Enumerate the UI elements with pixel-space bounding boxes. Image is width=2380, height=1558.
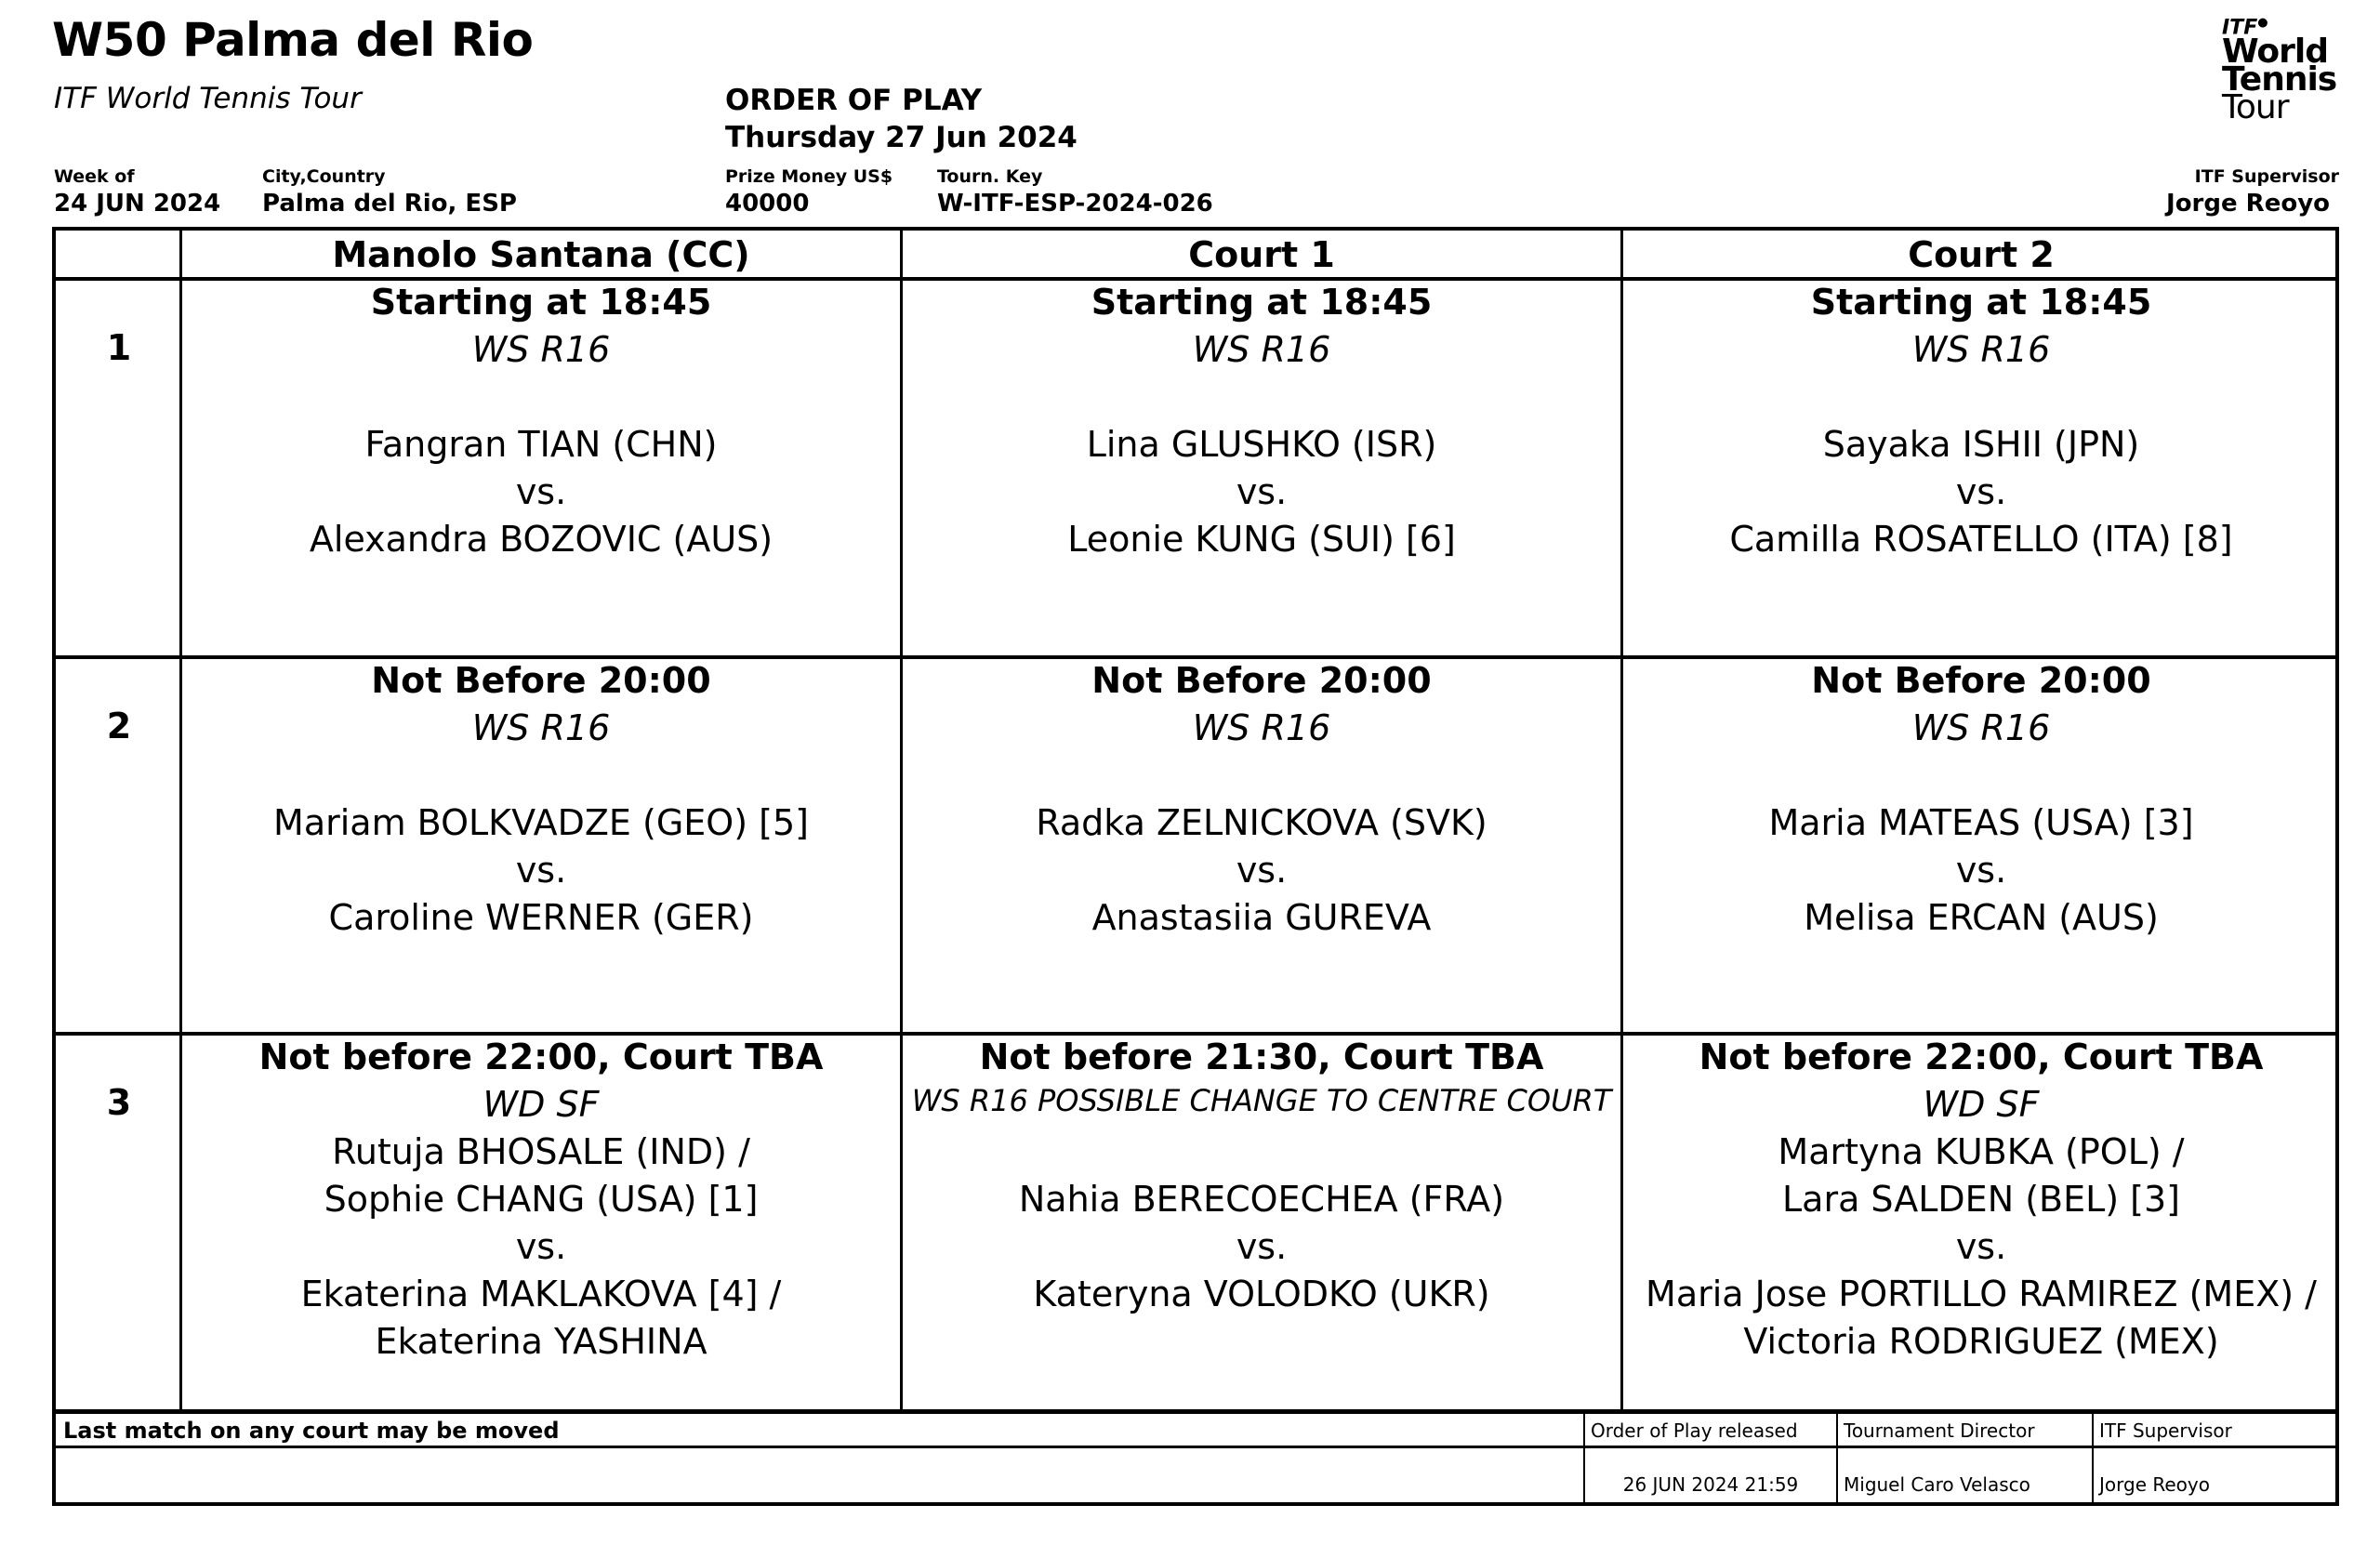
match-cell — [182, 279, 900, 563]
player-line: Kateryna VOLODKO (UKR) — [1033, 1274, 1490, 1314]
player-line: Sophie CHANG (USA) [1] — [324, 1179, 759, 1220]
match-event: WS R16 — [1911, 329, 2051, 370]
match-cell — [182, 657, 900, 942]
vs-line: vs. — [1955, 850, 2007, 891]
footer-divider — [1836, 1414, 1838, 1502]
meta-week-value: 24 JUN 2024 — [54, 190, 221, 218]
player-line: Sayaka ISHII (JPN) — [1822, 424, 2140, 465]
player-line: Victoria RODRIGUEZ (MEX) — [1743, 1321, 2219, 1362]
player-line: Fangran TIAN (CHN) — [364, 424, 718, 465]
order-of-play-heading — [725, 82, 1078, 156]
last-match-note: Last match on any court may be moved — [63, 1418, 560, 1444]
match-time: Not before 22:00, Court TBA — [1699, 1036, 2264, 1077]
footer-divider — [56, 1446, 2335, 1448]
order-of-play-title: ORDER OF PLAY — [725, 84, 983, 117]
player-line: Lina GLUSHKO (ISR) — [1086, 424, 1437, 465]
player-line: Rutuja BHOSALE (IND) / — [332, 1131, 750, 1172]
match-event: WS R16 — [1911, 707, 2051, 748]
match-event: WS R16 — [1192, 329, 1331, 370]
match-time: Starting at 18:45 — [1091, 282, 1433, 323]
match-event: WS R16 — [1192, 707, 1331, 748]
meta-prize-value: 40000 — [725, 190, 810, 218]
vs-line: vs. — [1236, 1226, 1288, 1267]
player-line: Maria MATEAS (USA) [3] — [1768, 802, 2194, 843]
match-event: WD SF — [1923, 1084, 2040, 1125]
match-time: Not Before 20:00 — [1811, 660, 2151, 701]
match-time: Not Before 20:00 — [371, 660, 711, 701]
player-line: Maria Jose PORTILLO RAMIREZ (MEX) / — [1646, 1274, 2317, 1314]
player-line: Ekaterina MAKLAKOVA [4] / — [300, 1274, 782, 1314]
player-line: Mariam BOLKVADZE (GEO) [5] — [273, 802, 809, 843]
logo-line-world: World — [2222, 33, 2329, 72]
match-time: Not Before 20:00 — [1091, 660, 1432, 701]
director-label: Tournament Director — [1844, 1419, 2035, 1442]
court-header-court-1: Court 1 — [1188, 234, 1335, 275]
vs-line: vs. — [1955, 471, 2007, 512]
released-value: 26 JUN 2024 21:59 — [1622, 1473, 1799, 1496]
match-event: WS R16 — [471, 329, 611, 370]
player-line: Martyna KUBKA (POL) / — [1778, 1131, 2185, 1172]
court-header-court-2: Court 2 — [1908, 234, 2055, 275]
round-number-1: 1 — [106, 327, 132, 368]
logo-itf: ITF● — [2222, 16, 2268, 40]
player-line: Ekaterina YASHINA — [375, 1321, 707, 1362]
court-header-centre: Manolo Santana (CC) — [332, 234, 750, 275]
footer-divider — [1583, 1414, 1585, 1502]
match-event: WD SF — [483, 1084, 600, 1125]
vs-line: vs. — [515, 471, 567, 512]
match-event: WS R16 — [471, 707, 611, 748]
match-cell — [1623, 657, 2339, 942]
round-number-2: 2 — [106, 706, 132, 746]
player-line: Nahia BERECOECHEA (FRA) — [1018, 1179, 1505, 1220]
player-line: Radka ZELNICKOVA (SVK) — [1036, 802, 1488, 843]
itf-world-tennis-tour-logo — [2222, 13, 2343, 127]
vs-line: vs. — [515, 1226, 567, 1267]
order-of-play-table — [52, 227, 2339, 1413]
order-of-play-date: Thursday 27 Jun 2024 — [725, 121, 1078, 154]
vs-line: vs. — [1236, 471, 1288, 512]
tour-subtitle: ITF World Tennis Tour — [54, 82, 362, 115]
supervisor-value: Jorge Reoyo — [2099, 1473, 2210, 1496]
player-line: Camilla ROSATELLO (ITA) [8] — [1729, 519, 2233, 560]
player-line: Lara SALDEN (BEL) [3] — [1781, 1179, 2181, 1220]
match-cell — [903, 279, 1620, 563]
meta-city-label: City,Country — [262, 166, 386, 187]
director-value: Miguel Caro Velasco — [1844, 1473, 2030, 1496]
tournament-title: W50 Palma del Rio — [52, 13, 534, 67]
match-time: Starting at 18:45 — [370, 282, 712, 323]
vs-line: vs. — [515, 850, 567, 891]
match-cell — [903, 657, 1620, 942]
logo-line-tennis: Tennis — [2222, 60, 2337, 99]
footer-divider — [2092, 1414, 2094, 1502]
meta-supervisor-label: ITF Supervisor — [2194, 166, 2339, 187]
meta-supervisor-value: Jorge Reoyo — [2166, 190, 2330, 218]
meta-prize-label: Prize Money US$ — [725, 166, 893, 187]
match-cell — [182, 1034, 900, 1366]
meta-key-label: Tourn. Key — [937, 166, 1043, 187]
supervisor-label: ITF Supervisor — [2099, 1419, 2232, 1442]
player-line: Melisa ERCAN (AUS) — [1804, 897, 2159, 938]
match-time: Not before 22:00, Court TBA — [258, 1036, 824, 1077]
player-line: Anastasiia GUREVA — [1091, 897, 1432, 938]
meta-city-value: Palma del Rio, ESP — [262, 190, 517, 218]
player-line: Caroline WERNER (GER) — [328, 897, 754, 938]
footer-table — [52, 1410, 2339, 1506]
meta-key-value: W-ITF-ESP-2024-026 — [937, 190, 1213, 218]
match-note: WS R16 POSSIBLE CHANGE TO CENTRE COURT — [911, 1083, 1612, 1118]
match-cell — [903, 1034, 1620, 1318]
match-time: Not before 21:30, Court TBA — [979, 1036, 1544, 1077]
round-number-3: 3 — [106, 1082, 132, 1123]
released-label: Order of Play released — [1591, 1419, 1798, 1442]
vs-line: vs. — [1955, 1226, 2007, 1267]
logo-line-tour: Tour — [2222, 88, 2289, 127]
player-line: Leonie KUNG (SUI) [6] — [1067, 519, 1456, 560]
match-cell — [1623, 279, 2339, 563]
vs-line: vs. — [1236, 850, 1288, 891]
match-cell — [1623, 1034, 2339, 1366]
meta-week-label: Week of — [54, 166, 135, 187]
player-line: Alexandra BOZOVIC (AUS) — [309, 519, 774, 560]
match-time: Starting at 18:45 — [1810, 282, 2152, 323]
